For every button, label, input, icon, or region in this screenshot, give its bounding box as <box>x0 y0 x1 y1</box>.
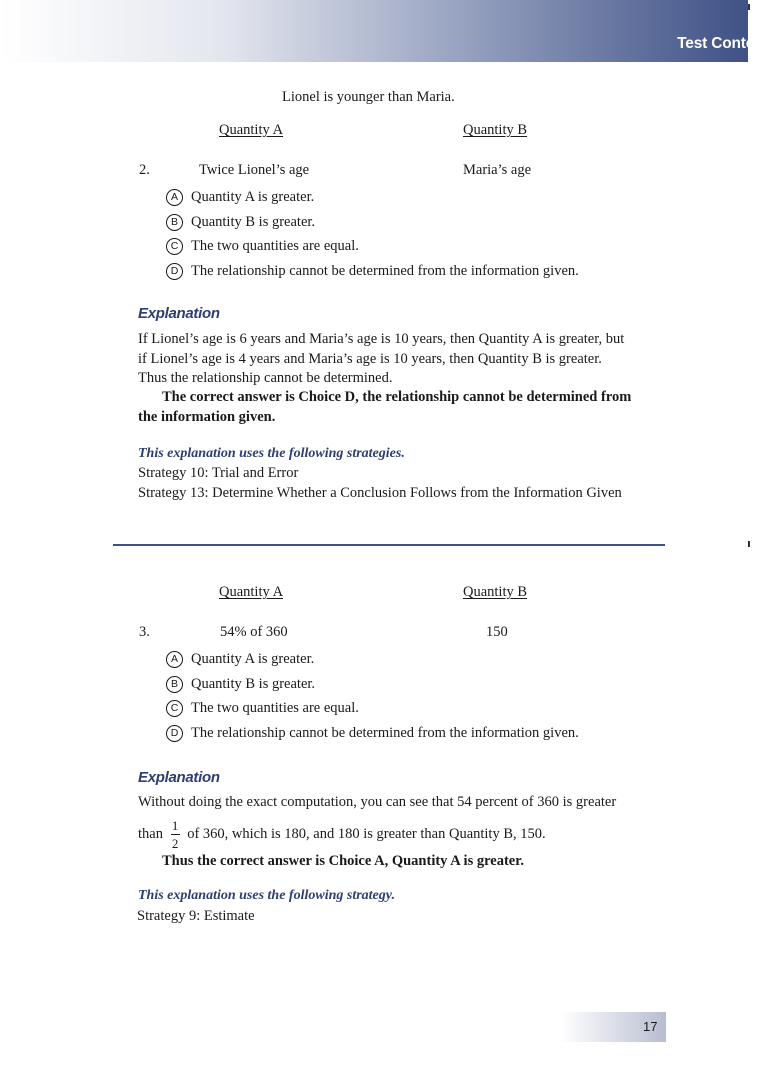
choice-text: The two quantities are equal. <box>191 699 359 716</box>
answer-line: the information given. <box>138 408 276 425</box>
choice-bubble[interactable]: A <box>166 189 183 206</box>
page-number: 17 <box>643 1019 658 1034</box>
section-title: Test Content <box>677 35 768 52</box>
fraction-one-half <box>171 819 180 850</box>
answer-choice-b[interactable] <box>166 674 315 694</box>
quantity-a-value: Twice Lionel’s age <box>199 162 310 178</box>
explanation-line: Without doing the exact computation, you can see that 54 percent of 360 is greater <box>138 794 617 810</box>
choice-text: The relationship cannot be determined from the information given. <box>191 262 579 279</box>
crop-mark <box>748 4 750 10</box>
explanation-line: If Lionel’s age is 6 years and Maria’s age is 10 years, then Quantity A is greater, but <box>138 331 625 347</box>
correct-answer: Thus the correct answer is Choice A, Quantity A is greater. <box>162 853 524 869</box>
strategy-list <box>137 907 667 927</box>
crop-mark <box>748 541 750 547</box>
strategies-heading: This explanation uses the following strategies. <box>138 446 405 461</box>
choice-text: Quantity A is greater. <box>191 650 315 667</box>
section-divider <box>113 544 665 546</box>
fraction-denominator: 2 <box>171 835 179 851</box>
explanation-line: Thus the relationship cannot be determined. <box>138 370 393 386</box>
quantity-a-heading: Quantity A <box>219 122 284 138</box>
choice-text: Quantity B is greater. <box>191 675 316 692</box>
choice-bubble[interactable]: C <box>166 700 183 717</box>
choice-bubble[interactable]: B <box>166 676 183 693</box>
explanation-fragment: of 360, which is 180, and 180 is greater than Quantity B, 150. <box>187 825 546 842</box>
answer-choice-c[interactable] <box>166 236 359 256</box>
correct-answer <box>138 388 668 427</box>
answer-line: The correct answer is Choice D, the relationship cannot be determined from <box>162 389 632 405</box>
answer-choice-c[interactable] <box>166 698 359 718</box>
choice-bubble[interactable]: B <box>166 214 183 231</box>
question-number: 2. <box>139 162 150 178</box>
answer-choice-d[interactable] <box>166 261 579 281</box>
choice-text: The two quantities are equal. <box>191 237 359 254</box>
answer-choice-d[interactable] <box>166 723 579 743</box>
choice-bubble[interactable]: D <box>166 725 183 742</box>
explanation-text <box>138 330 668 389</box>
strategy-item: Strategy 13: Determine Whether a Conclusion Follows from the Information Given <box>138 484 622 501</box>
strategies-heading: This explanation uses the following strategy. <box>138 888 395 903</box>
question-number: 3. <box>139 624 150 640</box>
fraction-bar <box>171 834 180 835</box>
quantity-a-value: 54% of 360 <box>220 624 288 640</box>
explanation-fragment: than <box>138 825 163 842</box>
answer-choice-a[interactable] <box>166 187 314 207</box>
answer-choice-a[interactable] <box>166 649 314 669</box>
choice-text: Quantity A is greater. <box>191 188 315 205</box>
quantity-b-heading: Quantity B <box>463 122 528 138</box>
header-band <box>0 0 748 62</box>
quantity-b-heading: Quantity B <box>463 584 528 600</box>
choice-bubble[interactable]: C <box>166 238 183 255</box>
explanation-heading: Explanation <box>138 305 220 322</box>
explanation-text <box>138 793 668 850</box>
strategy-item: Strategy 9: Estimate <box>137 908 255 924</box>
question-context: Lionel is younger than Maria. <box>282 89 455 105</box>
choice-bubble[interactable]: D <box>166 263 183 280</box>
quantity-a-heading: Quantity A <box>219 584 284 600</box>
choice-text: Quantity B is greater. <box>191 213 316 230</box>
answer-choice-b[interactable] <box>166 212 315 232</box>
choice-bubble[interactable]: A <box>166 651 183 668</box>
quantity-b-value: 150 <box>486 624 508 640</box>
explanation-heading: Explanation <box>138 769 220 786</box>
fraction-numerator: 1 <box>171 817 179 833</box>
choice-text: The relationship cannot be determined from the information given. <box>191 724 579 741</box>
strategy-item: Strategy 10: Trial and Error <box>138 465 299 481</box>
explanation-line: if Lionel’s age is 4 years and Maria’s age is 10 years, then Quantity B is greater. <box>138 350 602 367</box>
explanation-line <box>138 819 668 850</box>
strategy-list <box>138 464 668 503</box>
quantity-b-value: Maria’s age <box>463 162 532 178</box>
